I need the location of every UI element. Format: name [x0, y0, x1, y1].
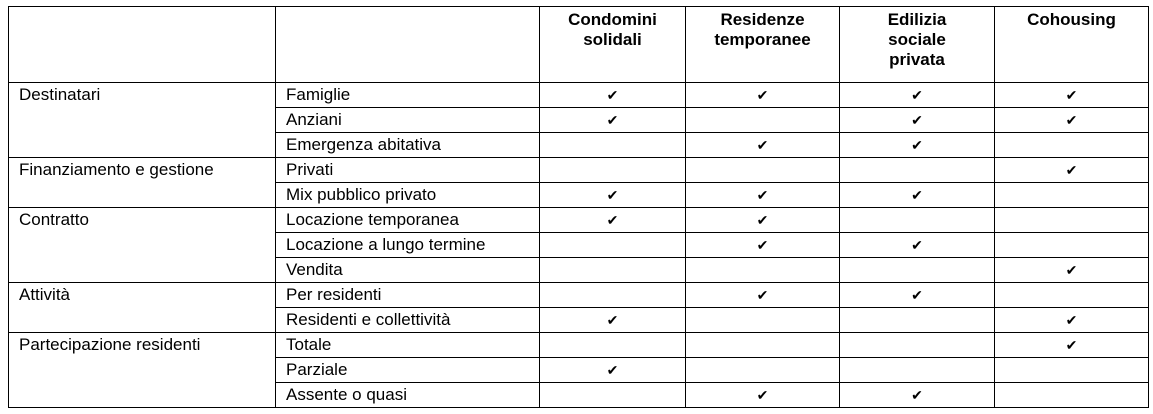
empty-cell [686, 308, 840, 333]
subcategory-cell: Locazione a lungo termine [276, 233, 540, 258]
category-cell: Attività [9, 283, 276, 333]
checkmark-cell [540, 108, 686, 133]
checkmark-icon: ✔ [911, 87, 923, 103]
checkmark-cell [686, 283, 840, 308]
empty-cell [840, 158, 995, 183]
checkmark-cell [840, 183, 995, 208]
checkmark-icon: ✔ [756, 287, 769, 303]
empty-cell [995, 358, 1149, 383]
subcategory-cell: Anziani [276, 108, 540, 133]
empty-cell [840, 308, 995, 333]
checkmark-cell [995, 83, 1149, 108]
empty-cell [540, 158, 686, 183]
checkmark-icon: ✔ [606, 362, 619, 378]
checkmark-icon: ✔ [756, 87, 769, 103]
subcategory-cell: Mix pubblico privato [276, 183, 540, 208]
checkmark-cell [995, 333, 1149, 358]
empty-cell [995, 283, 1149, 308]
column-header: Condomini solidali [540, 7, 686, 83]
subcategory-cell: Vendita [276, 258, 540, 283]
table-body [9, 83, 1149, 408]
checkmark-icon: ✔ [1065, 337, 1078, 353]
checkmark-cell [686, 383, 840, 408]
checkmark-cell [995, 308, 1149, 333]
subcategory-cell: Parziale [276, 358, 540, 383]
checkmark-icon: ✔ [1065, 162, 1078, 178]
checkmark-icon: ✔ [756, 237, 769, 253]
subcategory-cell: Locazione temporanea [276, 208, 540, 233]
checkmark-cell [686, 183, 840, 208]
table-row [9, 208, 1149, 233]
table-row [9, 158, 1149, 183]
category-cell: Destinatari [9, 83, 276, 158]
header-row [9, 7, 1149, 83]
checkmark-cell [840, 283, 995, 308]
checkmark-icon: ✔ [756, 137, 769, 153]
checkmark-icon: ✔ [606, 212, 619, 228]
checkmark-icon: ✔ [1065, 87, 1078, 103]
checkmark-icon: ✔ [911, 287, 923, 303]
empty-cell [686, 258, 840, 283]
table-row [9, 283, 1149, 308]
checkmark-icon: ✔ [911, 387, 923, 403]
checkmark-icon: ✔ [1065, 262, 1078, 278]
subcategory-cell: Residenti e collettività [276, 308, 540, 333]
empty-cell [995, 383, 1149, 408]
corner-cell-empty-2 [276, 7, 540, 83]
checkmark-cell [540, 208, 686, 233]
empty-cell [686, 358, 840, 383]
category-cell: Partecipazione residenti [9, 333, 276, 408]
subcategory-cell: Privati [276, 158, 540, 183]
empty-cell [995, 183, 1149, 208]
empty-cell [686, 158, 840, 183]
checkmark-cell [840, 383, 995, 408]
subcategory-cell: Totale [276, 333, 540, 358]
checkmark-cell [686, 83, 840, 108]
checkmark-cell [840, 133, 995, 158]
checkmark-cell [995, 158, 1149, 183]
checkmark-cell [540, 83, 686, 108]
checkmark-icon: ✔ [911, 137, 923, 153]
column-header: Edilizia sociale privata [840, 7, 995, 83]
checkmark-icon: ✔ [1065, 112, 1078, 128]
column-header: Cohousing [995, 7, 1149, 83]
checkmark-icon: ✔ [606, 312, 619, 328]
empty-cell [540, 133, 686, 158]
checkmark-cell [840, 108, 995, 133]
checkmark-cell [840, 83, 995, 108]
empty-cell [995, 233, 1149, 258]
empty-cell [540, 258, 686, 283]
table-row [9, 83, 1149, 108]
empty-cell [540, 233, 686, 258]
empty-cell [995, 208, 1149, 233]
empty-cell [840, 358, 995, 383]
checkmark-icon: ✔ [911, 237, 923, 253]
table-row [9, 333, 1149, 358]
checkmark-icon: ✔ [606, 187, 619, 203]
checkmark-icon: ✔ [606, 112, 619, 128]
empty-cell [686, 108, 840, 133]
column-header: Residenze temporanee [686, 7, 840, 83]
checkmark-icon: ✔ [756, 387, 769, 403]
subcategory-cell: Per residenti [276, 283, 540, 308]
empty-cell [995, 133, 1149, 158]
subcategory-cell: Emergenza abitativa [276, 133, 540, 158]
empty-cell [540, 283, 686, 308]
checkmark-icon: ✔ [756, 187, 769, 203]
checkmark-icon: ✔ [756, 212, 769, 228]
checkmark-cell [686, 233, 840, 258]
checkmark-icon: ✔ [1065, 312, 1078, 328]
empty-cell [686, 333, 840, 358]
empty-cell [540, 383, 686, 408]
checkmark-cell [686, 133, 840, 158]
checkmark-cell [540, 358, 686, 383]
category-cell: Finanziamento e gestione [9, 158, 276, 208]
subcategory-cell: Assente o quasi [276, 383, 540, 408]
empty-cell [840, 333, 995, 358]
checkmark-cell [540, 183, 686, 208]
empty-cell [840, 258, 995, 283]
category-cell: Contratto [9, 208, 276, 283]
empty-cell [540, 333, 686, 358]
checkmark-cell [995, 108, 1149, 133]
checkmark-icon: ✔ [911, 112, 923, 128]
checkmark-icon: ✔ [606, 87, 619, 103]
checkmark-cell [995, 258, 1149, 283]
comparison-table [8, 6, 1149, 408]
corner-cell-empty [9, 7, 276, 83]
empty-cell [840, 208, 995, 233]
checkmark-cell [540, 308, 686, 333]
checkmark-cell [686, 208, 840, 233]
subcategory-cell: Famiglie [276, 83, 540, 108]
checkmark-cell [840, 233, 995, 258]
checkmark-icon: ✔ [911, 187, 923, 203]
